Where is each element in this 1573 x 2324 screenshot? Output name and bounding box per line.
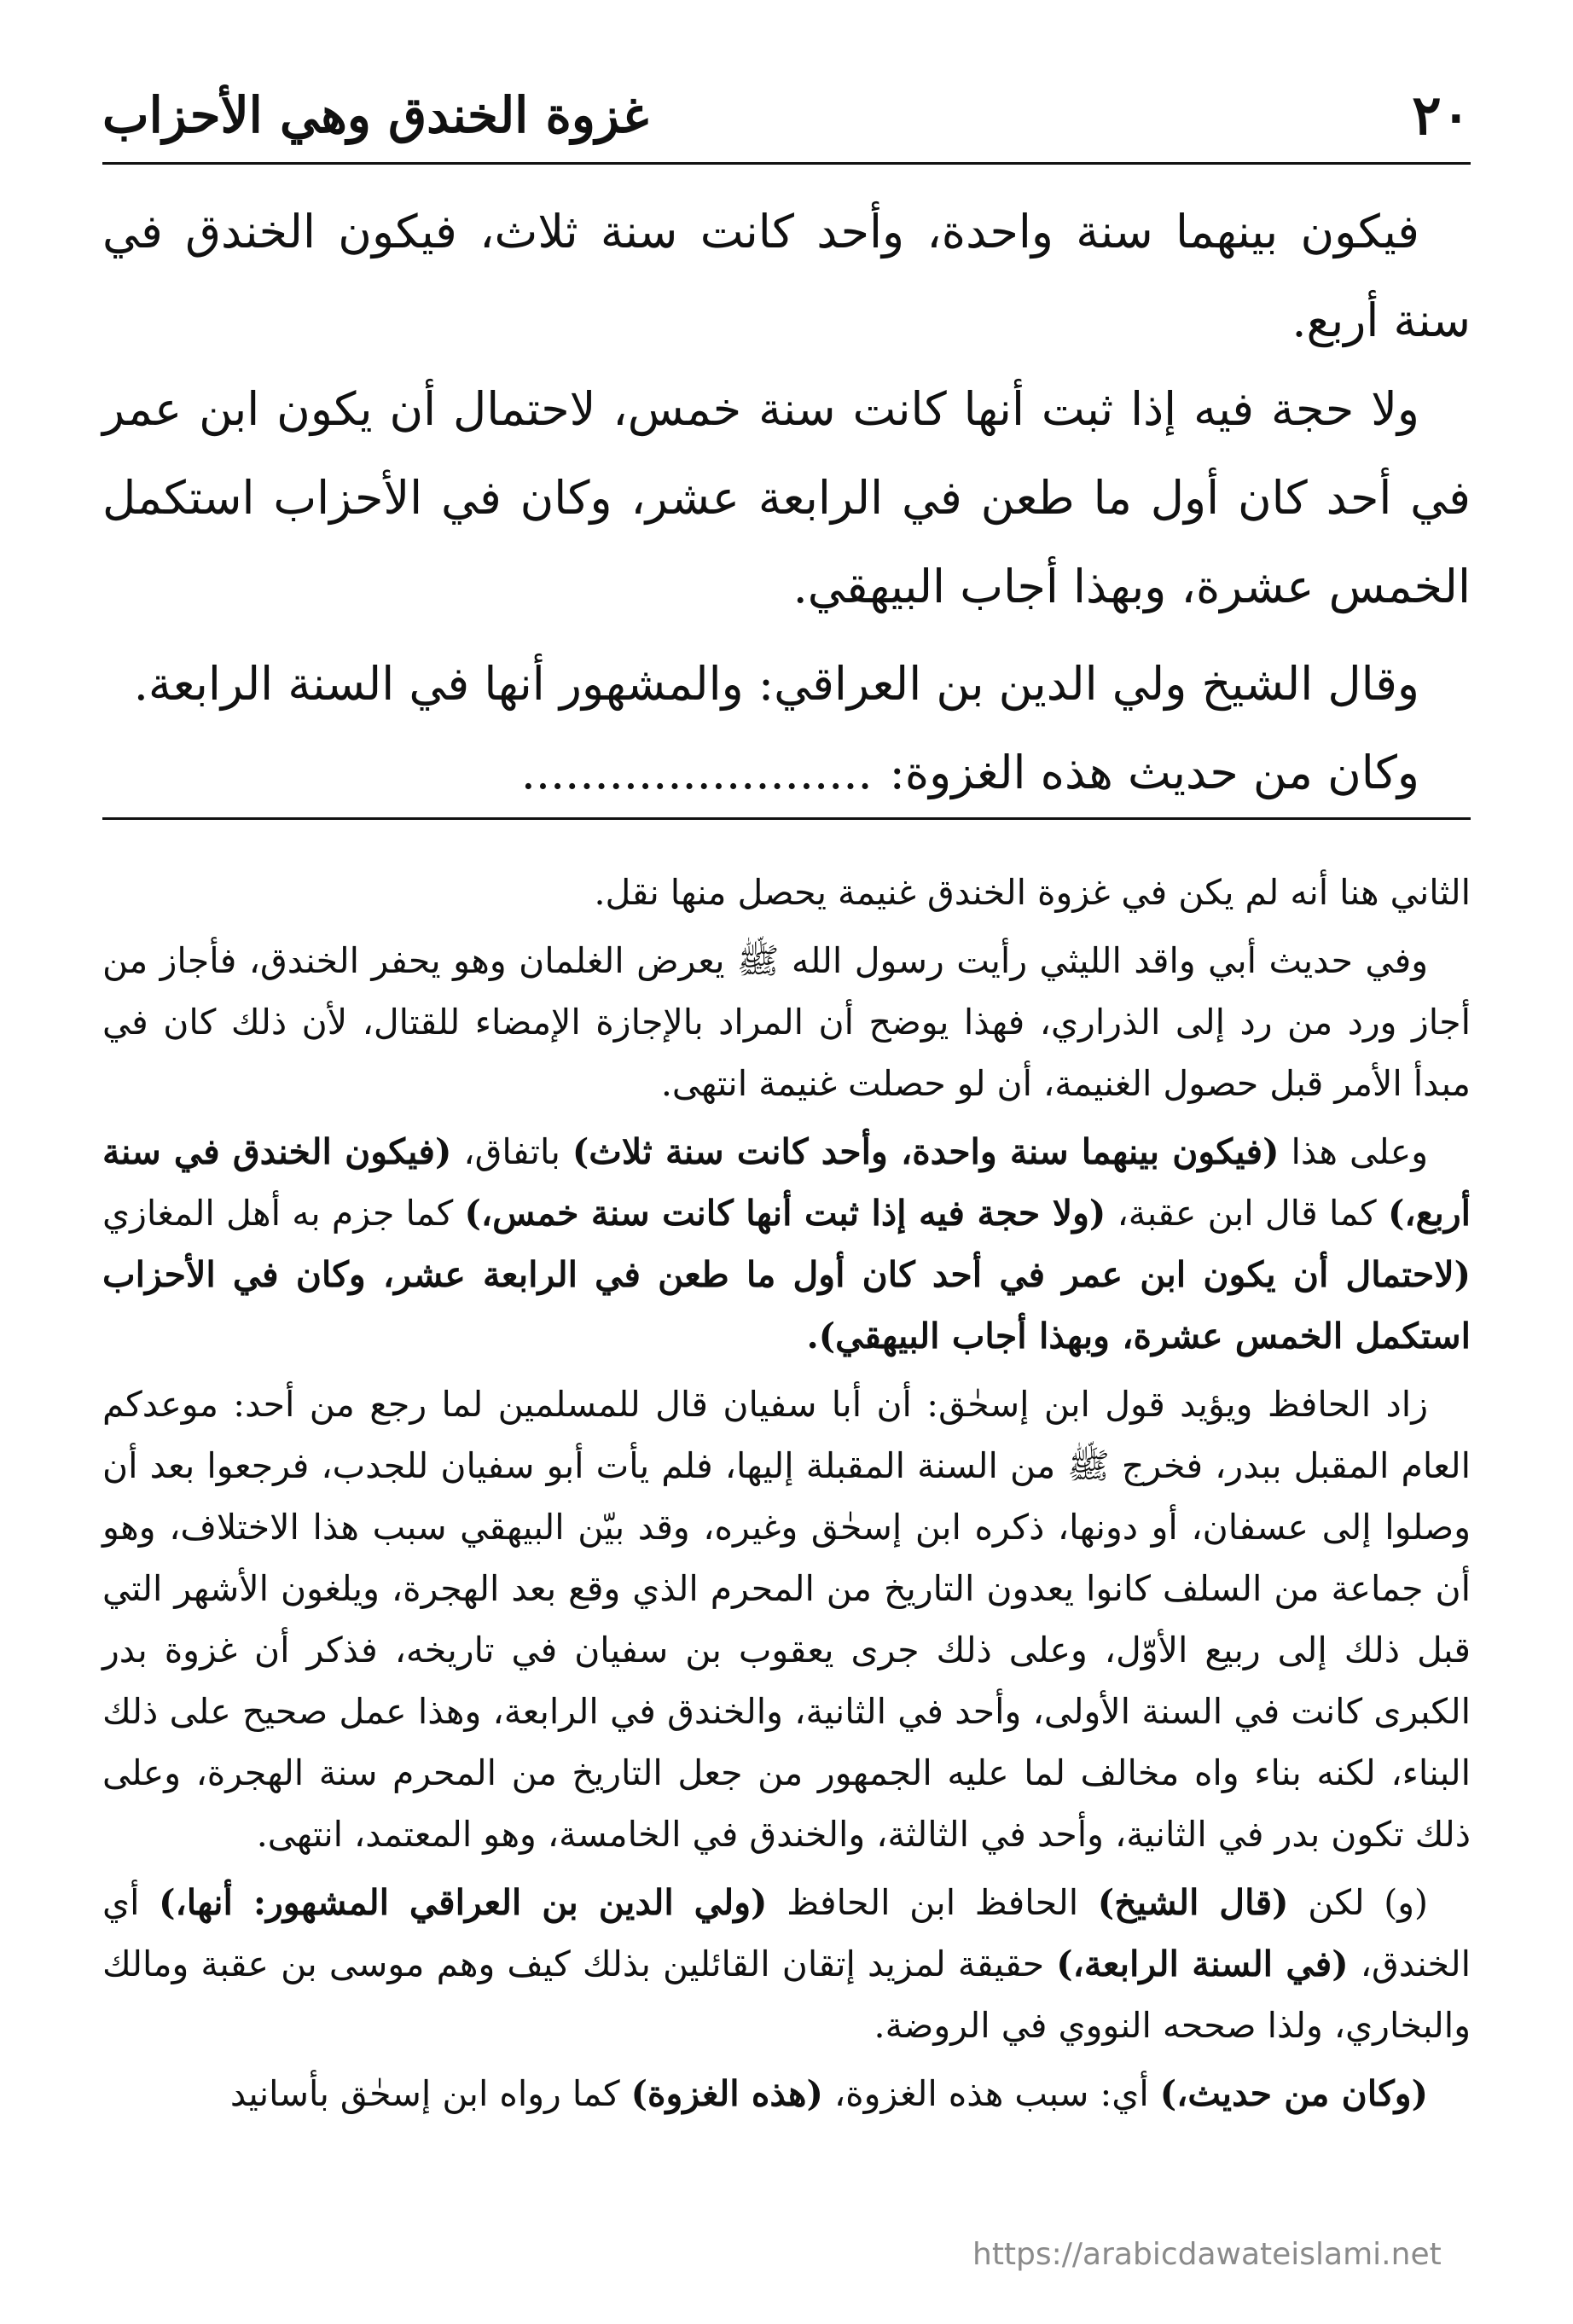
- page-header: [102, 68, 1471, 165]
- section-divider: [102, 817, 1471, 820]
- quoted-matn: (فيكون الخندق في سنة أربع،): [102, 1131, 1471, 1234]
- quoted-matn: (في السنة الرابعة،): [1056, 1943, 1349, 1984]
- commentary-text-run: كما رواه ابن إسحٰق بأسانيد: [229, 2073, 631, 2114]
- quoted-matn: (فيكون بينهما سنة واحدة، وأحد كانت سنة ثلاث): [572, 1131, 1280, 1172]
- commentary-text: [102, 862, 1471, 2131]
- commentary-text-run: (و) لكن: [1288, 1882, 1428, 1923]
- commentary-text-run: وعلى هذا: [1279, 1131, 1428, 1172]
- quoted-matn: (ولا حجة فيه إذا ثبت أنها كانت سنة خمس،): [464, 1193, 1106, 1234]
- main-paragraph-3: وقال الشيخ ولي الدين بن العراقي: والمشهور أنها في السنة الرابعة.: [133, 657, 1419, 711]
- main-text: [102, 188, 1471, 817]
- commentary-text-run: كما قال ابن عقبة،: [1106, 1193, 1388, 1234]
- book-page: [102, 68, 1471, 2286]
- quoted-matn: (قال الشيخ): [1097, 1882, 1289, 1923]
- running-title: غزوة الخندق وهي الأحزاب: [102, 86, 649, 144]
- commentary-text-run: أي الخندق،: [102, 1882, 1471, 1984]
- commentary-paragraph-6: [102, 2063, 1471, 2124]
- commentary-paragraph-2: وفي حديث أبي واقد الليثي رأيت رسول الله ﷺ يعرض الغلمان وهو يحفر الخندق، فأجاز من أجاز ورد من رد إلى الذراري، فهذا يوضح أن المراد بالإجازة الإمضاء للقتال، لأن ذلك كان في مبدأ الأمر قبل حصول الغنيمة، أن لو حصلت غنيمة انتهى.: [102, 940, 1471, 1104]
- main-paragraph-1: فيكون بينهما سنة واحدة، وأحد كانت سنة ثلاث، فيكون الخندق في سنة أربع.: [102, 205, 1471, 347]
- main-paragraph-4-text: وكان من حديث هذه الغزوة:: [889, 746, 1419, 799]
- quoted-matn: (هذه الغزوة): [630, 2073, 823, 2114]
- main-paragraph-2: ولا حجة فيه إذا ثبت أنها كانت سنة خمس، لاحتمال أن يكون ابن عمر في أحد كان أول ما طعن في الرابعة عشر، وكان في الأحزاب استكمل الخمس عشرة، وبهذا أجاب البيهقي.: [102, 382, 1471, 613]
- commentary-text-run: باتفاق،: [451, 1131, 572, 1172]
- commentary-paragraph-4: زاد الحافظ ويؤيد قول ابن إسحٰق: أن أبا سفيان قال للمسلمين لما رجع من أحد: موعدكم العام المقبل ببدر، فخرج ﷺ من السنة المقبلة إليها، فلم يأت أبو سفيان للجدب، فرجعوا بعد أن وصلوا إلى عسفان، أو دونها، ذكره ابن إسحٰق وغيره، وقد بيّن البيهقي سبب هذا الاختلاف، وهو أن جماعة من السلف كانوا يعدون التاريخ من المحرم الذي وقع بعد الهجرة، ويلغون الأشهر التي قبل ذلك إلى ربيع الأوّل، وعلى ذلك جرى يعقوب بن سفيان في تاريخه، فذكر أن غزوة بدر الكبرى كانت في السنة الأولى، وأحد في الثانية، والخندق في الرابعة، وهذا عمل صحيح على ذلك البناء، لكنه بناء واه مخالف لما عليه الجمهور من جعل التاريخ من المحرم سنة الهجرة، وعلى ذلك تكون بدر في الثانية، وأحد في الثالثة، والخندق في الخامسة، وهو المعتمد، انتهى.: [102, 1384, 1471, 1855]
- quoted-matn: (ولي الدين بن العراقي المشهور: أنها،): [159, 1882, 768, 1923]
- commentary-paragraph-1: الثاني هنا أنه لم يكن في غزوة الخندق غنيمة يحصل منها نقل.: [594, 872, 1471, 913]
- main-paragraph-4: [102, 729, 1471, 817]
- commentary-paragraph-5: [102, 1872, 1471, 2056]
- commentary-text-run: كما جزم به أهل المغازي: [102, 1193, 465, 1234]
- watermark-url: https://arabicdawateislami.net: [972, 2237, 1442, 2272]
- commentary-paragraph-3: [102, 1121, 1471, 1367]
- ellipsis-dots: ........................: [520, 746, 873, 799]
- quoted-matn: (لاحتمال أن يكون ابن عمر في أحد كان أول ما طعن في الرابعة عشر، وكان في الأحزاب استكمل الخمس عشرة، وبهذا أجاب البيهقي).: [102, 1254, 1471, 1357]
- commentary-text-run: حقيقة لمزيد إتقان القائلين بذلك كيف وهم موسى بن عقبة ومالك والبخاري، ولذا صححه النووي في الروضة.: [102, 1943, 1471, 2046]
- commentary-text-run: أي: سبب هذه الغزوة،: [822, 2073, 1160, 2114]
- commentary-text-run: الحافظ ابن الحافظ: [767, 1882, 1098, 1923]
- page-number: ٢٠: [1412, 83, 1471, 148]
- quoted-matn: (وكان من حديث،): [1159, 2073, 1428, 2114]
